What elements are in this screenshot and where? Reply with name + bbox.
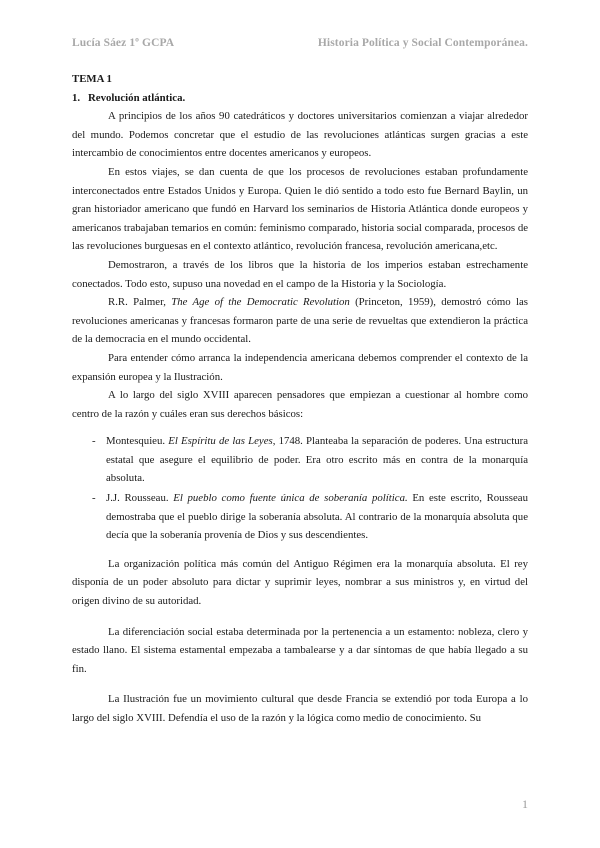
paragraph-1: A principios de los años 90 catedráticos y doctores universitarios comienzan a viajar alrededor del mundo. Podemos concretar que el estudio de las revoluciones atlánticas surgen gracias a este intercambio de conocimientos entre docentes americanos y europeos. bbox=[72, 110, 528, 160]
paragraph-4 bbox=[72, 293, 528, 349]
section-heading bbox=[72, 89, 528, 108]
paragraph-4-start: R.R. Palmer, bbox=[108, 296, 172, 309]
document-body bbox=[72, 70, 528, 728]
paragraph-2: En estos viajes, se dan cuenta de que los procesos de revoluciones estaban profundamente interconectados entre Estados Unidos y Europa. Quien le dió sentido a todo esto fue Bernard Baylin, un gran historiador americano que fundó en Harvard los seminarios de Historia Atlántica donde europeos y americanos trabajaban temarios en común: feminismo comparado, historia social comparada, procesos de las revoluciones burguesas en el contexto atlántico, revolución francesa, revolución americana,etc. bbox=[72, 165, 529, 253]
book-title: The Age of the Democratic Revolution bbox=[171, 296, 350, 309]
section-number: 1. bbox=[72, 91, 81, 104]
list-item bbox=[72, 432, 528, 488]
paragraph-4-end: (Princeton, 1959), demostró cómo las revoluciones americanas y francesas formaron parte de una serie de revueltas que extendieron la práctica de la democracia en el mundo occidental. bbox=[72, 296, 528, 346]
document-title: TEMA 1 bbox=[72, 73, 112, 85]
list-item-author: Montesquieu. bbox=[106, 435, 169, 448]
list-item-work: El Espíritu de las Leyes bbox=[168, 435, 273, 448]
paragraph-6: A lo largo del siglo XVIII aparecen pensadores que empiezan a cuestionar al hombre como centro de la razón y cuáles eran sus derechos básicos: bbox=[72, 389, 528, 420]
header-author: Lucía Sáez 1º GCPA bbox=[72, 37, 175, 49]
list-item-text: En este escrito, Rousseau demostraba que el pueblo dirige la soberanía absoluta. Al contrario de la monarquía absoluta que decía que la soberanía provenía de Dios y sus descendientes. bbox=[106, 492, 528, 542]
list-item-work: El pueblo como fuente única de soberanía política. bbox=[173, 492, 408, 505]
bullet-dash: - bbox=[92, 435, 96, 448]
bullet-dash: - bbox=[92, 492, 96, 505]
paragraph-7: La organización política más común del Antiguo Régimen era la monarquía absoluta. El rey disponía de un poder absoluto para dictar y suprimir leyes, nombrar a sus ministros y, en virtud del origen divino de su autoridad. bbox=[72, 557, 528, 608]
paragraph-3: Demostraron, a través de los libros que la historia de los imperios estaban estrechamente conectados. Todo esto, supuso una novedad en el campo de la Historia y la Sociología. bbox=[72, 258, 528, 290]
list-item bbox=[72, 489, 528, 545]
list-item-text: , 1748. Planteaba la separación de poderes. Una estructura estatal que asegure el equilibrio de poder. Era otro escrito más en contra de la monarquía absoluta. bbox=[106, 435, 529, 485]
paragraph-8: La diferenciación social estaba determinada por la pertenencia a un estamento: nobleza, clero y estado llano. El sistema estamental empezaba a tambalearse y a dar síntomas de que había llegado a su fin. bbox=[72, 625, 528, 675]
page-number: 1 bbox=[522, 797, 528, 811]
list-item-author: J.J. Rousseau. bbox=[106, 492, 174, 505]
paragraph-5: Para entender cómo arranca la independencia americana debemos comprender el contexto de la expansión europea y la Ilustración. bbox=[72, 351, 528, 383]
header-course: Historia Política y Social Contemporánea. bbox=[317, 37, 528, 49]
paragraph-9: La Ilustración fue un movimiento cultural que desde Francia se extendió por toda Europa a lo largo del siglo XVIII. Defendía el uso de la razón y la lógica como medio de conocimiento. Su bbox=[72, 693, 528, 724]
thinkers-list bbox=[72, 432, 528, 545]
section-title: Revolución atlántica. bbox=[88, 91, 186, 104]
